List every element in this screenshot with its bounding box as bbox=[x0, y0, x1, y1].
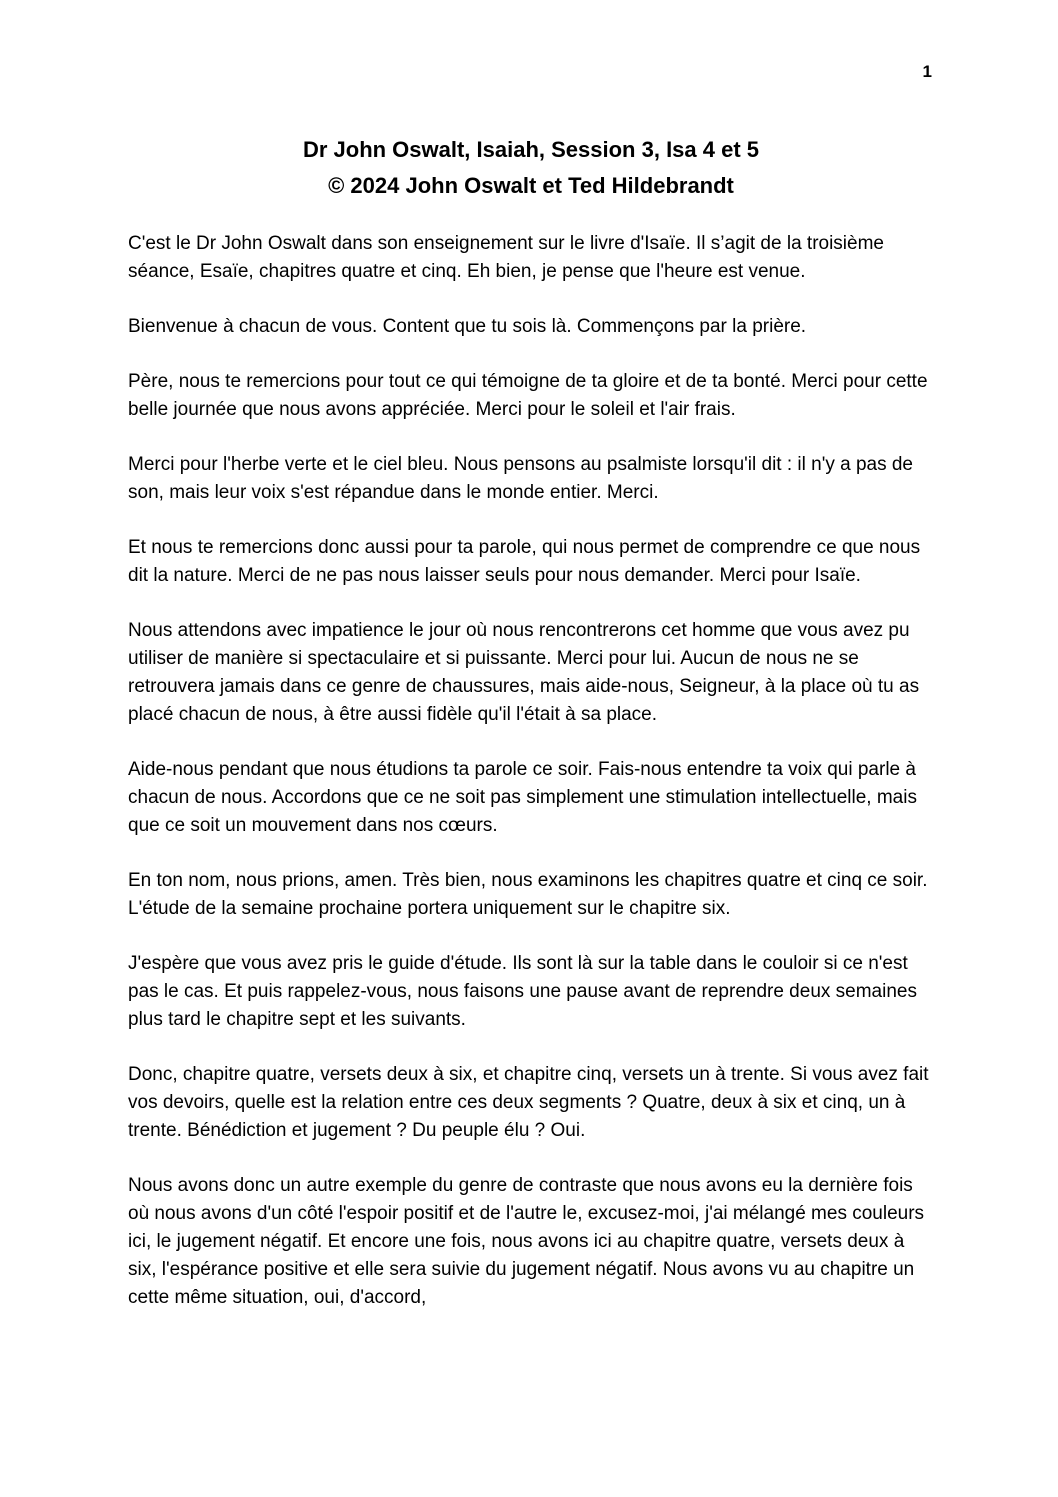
document-title: Dr John Oswalt, Isaiah, Session 3, Isa 4 et 5 bbox=[302, 137, 760, 162]
paragraph: Donc, chapitre quatre, versets deux à six, et chapitre cinq, versets un à trente. Si vous avez fait vos devoirs, quelle est la relation entre ces deux segments ? Quatre, deux à six et cinq, un à trente. Bénédiction et jugement ? Du peuple élu ? Oui. bbox=[128, 1064, 929, 1141]
paragraph: C'est le Dr John Oswalt dans son enseignement sur le livre d'Isaïe. Il s’agit de la troisième séance, Esaïe, chapitres quatre et cinq. Eh bien, je pense que l'heure est venue. bbox=[128, 233, 884, 282]
title-block bbox=[128, 132, 934, 204]
copyright-line: © 2024 John Oswalt et Ted Hildebrandt bbox=[328, 173, 734, 198]
paragraph: Aide-nous pendant que nous étudions ta parole ce soir. Fais-nous entendre ta voix qui parle à chacun de nous. Accordons que ce ne soit pas simplement une stimulation intellectuelle, mais que ce soit un mouvement dans nos cœurs. bbox=[128, 759, 917, 836]
paragraph: Nous attendons avec impatience le jour où nous rencontrerons cet homme que vous avez pu utiliser de manière si spectaculaire et si puissante. Merci pour lui. Aucun de nous ne se retrouvera jamais dans ce genre de chaussures, mais aide-nous, Seigneur, à la place où tu as placé chacun de nous, à être aussi fidèle qu'il l'était à sa place. bbox=[128, 620, 920, 725]
paragraph: J'espère que vous avez pris le guide d'étude. Ils sont là sur la table dans le couloir si ce n'est pas le cas. Et puis rappelez-vous, nous faisons une pause avant de reprendre deux semaines plus tard le chapitre sept et les suivants. bbox=[128, 953, 917, 1030]
document-content bbox=[128, 132, 934, 1339]
paragraph: En ton nom, nous prions, amen. Très bien, nous examinons les chapitres quatre et cinq ce soir. L'étude de la semaine prochaine portera uniquement sur le chapitre six. bbox=[128, 870, 928, 919]
paragraph: Merci pour l'herbe verte et le ciel bleu. Nous pensons au psalmiste lorsqu'il dit : il n'y a pas de son, mais leur voix s'est répandue dans le monde entier. Merci. bbox=[128, 454, 914, 503]
paragraph: Nous avons donc un autre exemple du genre de contraste que nous avons eu la dernière fois où nous avons d'un côté l'espoir positif et de l'autre le, excusez-moi, j'ai mélangé mes couleurs ici, le jugement négatif. Et encore une fois, nous avons ici au chapitre quatre, versets deux à six, l'espérance positive et elle sera suivie du jugement négatif. Nous avons vu au chapitre un cette même situation, oui, d'accord, bbox=[128, 1175, 925, 1308]
page-number: 1 bbox=[922, 62, 932, 81]
paragraph: Père, nous te remercions pour tout ce qui témoigne de ta gloire et de ta bonté. Merci pour cette belle journée que nous avons appréciée. Merci pour le soleil et l'air frais. bbox=[128, 371, 928, 420]
body-text bbox=[128, 230, 934, 1312]
paragraph: Bienvenue à chacun de vous. Content que tu sois là. Commençons par la prière. bbox=[128, 316, 807, 337]
paragraph: Et nous te remercions donc aussi pour ta parole, qui nous permet de comprendre ce que nous dit la nature. Merci de ne pas nous laisser seuls pour nous demander. Merci pour Isaïe. bbox=[128, 537, 921, 586]
